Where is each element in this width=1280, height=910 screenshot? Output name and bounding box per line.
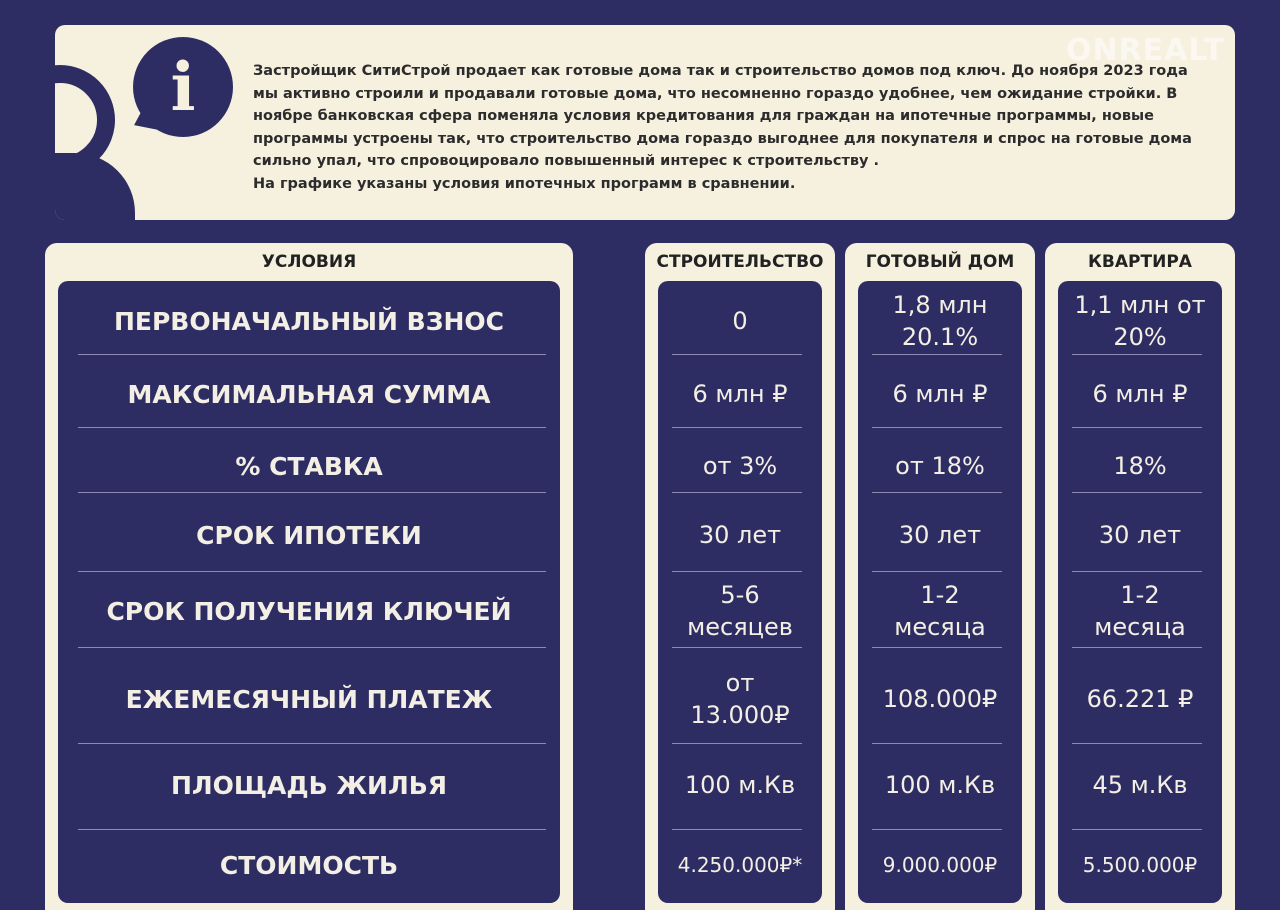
ready-house-body — [858, 281, 1022, 903]
construction-cell-2: 6 млн ₽ — [692, 380, 788, 408]
row-divider — [1072, 354, 1202, 355]
info-icon: i — [170, 48, 196, 126]
row-divider — [672, 647, 802, 648]
condition-cell-4: СРОК ИПОТЕКИ — [196, 520, 422, 550]
ready-house-column — [845, 243, 1035, 910]
ready-house-cell-8: 9.000.000₽ — [882, 853, 998, 877]
apartment-cell-4: 30 лет — [1098, 521, 1182, 549]
info-line: программы устроены так, что строительство дома гораздо выгоднее для покупателя и спрос на готовые дома — [253, 130, 1192, 147]
row-divider — [1072, 647, 1202, 648]
person-body-icon — [55, 153, 135, 220]
info-line: мы активно строили и продавали готовые дома, что несомненно гораздо удобнее, чем ожидание стройки. В — [253, 85, 1178, 102]
row-divider — [78, 492, 546, 493]
row-divider — [1072, 829, 1202, 830]
condition-cell-6: ЕЖЕМЕСЯЧНЫЙ ПЛАТЕЖ — [125, 684, 493, 714]
construction-cell-4: 30 лет — [698, 521, 782, 549]
construction-body — [658, 281, 822, 903]
row-divider — [78, 647, 546, 648]
row-divider — [672, 492, 802, 493]
ready-house-cell-2: 6 млн ₽ — [892, 380, 988, 408]
conditions-body — [58, 281, 560, 903]
conditions-header: УСЛОВИЯ — [261, 252, 357, 272]
row-divider — [872, 354, 1002, 355]
watermark-logo: ONREALT — [1065, 33, 1225, 68]
row-divider — [78, 743, 546, 744]
row-divider — [672, 829, 802, 830]
condition-cell-7: ПЛОЩАДЬ ЖИЛЬЯ — [170, 770, 448, 800]
apartment-cell-5: 1-2 месяца — [1094, 581, 1186, 641]
ready-house-cell-1: 1,8 млн 20.1% — [892, 291, 988, 351]
row-divider — [1072, 427, 1202, 428]
row-divider — [872, 492, 1002, 493]
row-divider — [672, 743, 802, 744]
info-line: Застройщик СитиСтрой продает как готовые дома так и строительство домов под ключ. До ноября 2023 года — [253, 63, 1188, 79]
ready-house-cell-3: от 18% — [895, 452, 985, 480]
row-divider — [1072, 571, 1202, 572]
row-divider — [872, 647, 1002, 648]
ready-house-cell-6: 108.000₽ — [882, 685, 998, 713]
row-divider — [872, 829, 1002, 830]
ready-house-header: ГОТОВЫЙ ДОМ — [865, 252, 1015, 272]
apartment-cell-3: 18% — [1113, 452, 1167, 480]
apartment-cell-8: 5.500.000₽ — [1082, 853, 1198, 877]
row-divider — [78, 354, 546, 355]
construction-header: СТРОИТЕЛЬСТВО — [656, 252, 824, 272]
condition-cell-2: МАКСИМАЛЬНАЯ СУММА — [127, 379, 491, 409]
apartment-cell-2: 6 млн ₽ — [1092, 380, 1188, 408]
condition-cell-8: СТОИМОСТЬ — [219, 850, 399, 880]
construction-cell-5: 5-6 месяцев — [687, 581, 793, 641]
condition-cell-1: ПЕРВОНАЧАЛЬНЫЙ ВЗНОС — [113, 306, 505, 336]
row-divider — [78, 571, 546, 572]
row-divider — [78, 829, 546, 830]
condition-cell-3: % СТАВКА — [235, 451, 383, 481]
ready-house-cell-7: 100 м.Кв — [884, 771, 996, 799]
row-divider — [672, 571, 802, 572]
construction-cell-8: 4.250.000₽* — [677, 853, 803, 877]
apartment-cell-1: 1,1 млн от 20% — [1074, 291, 1206, 351]
construction-cell-6: от 13.000₽ — [690, 669, 790, 729]
info-panel — [55, 25, 1235, 220]
construction-cell-7: 100 м.Кв — [684, 771, 796, 799]
row-divider — [672, 427, 802, 428]
row-divider — [872, 743, 1002, 744]
construction-cell-3: от 3% — [702, 452, 778, 480]
construction-cell-1: 0 — [732, 307, 748, 335]
apartment-body — [1058, 281, 1222, 903]
info-line: ноябре банковская сфера поменяла условия кредитования для граждан на ипотечные программы, новые — [253, 108, 1154, 124]
info-line: На графике указаны условия ипотечных программ в сравнении. — [253, 175, 796, 192]
row-divider — [872, 427, 1002, 428]
info-text — [253, 60, 1228, 195]
construction-column — [645, 243, 835, 910]
conditions-column — [45, 243, 573, 910]
row-divider — [78, 427, 546, 428]
info-line: сильно упал, что спровоцировало повышенный интерес к строительству . — [253, 153, 880, 169]
row-divider — [672, 354, 802, 355]
row-divider — [1072, 492, 1202, 493]
apartment-cell-7: 45 м.Кв — [1092, 771, 1188, 799]
ready-house-cell-4: 30 лет — [898, 521, 982, 549]
apartment-cell-6: 66.221 ₽ — [1086, 685, 1194, 713]
row-divider — [872, 571, 1002, 572]
ready-house-cell-5: 1-2 месяца — [894, 581, 986, 641]
apartment-column — [1045, 243, 1235, 910]
row-divider — [1072, 743, 1202, 744]
apartment-header: КВАРТИРА — [1088, 252, 1192, 272]
condition-cell-5: СРОК ПОЛУЧЕНИЯ КЛЮЧЕЙ — [106, 596, 512, 626]
